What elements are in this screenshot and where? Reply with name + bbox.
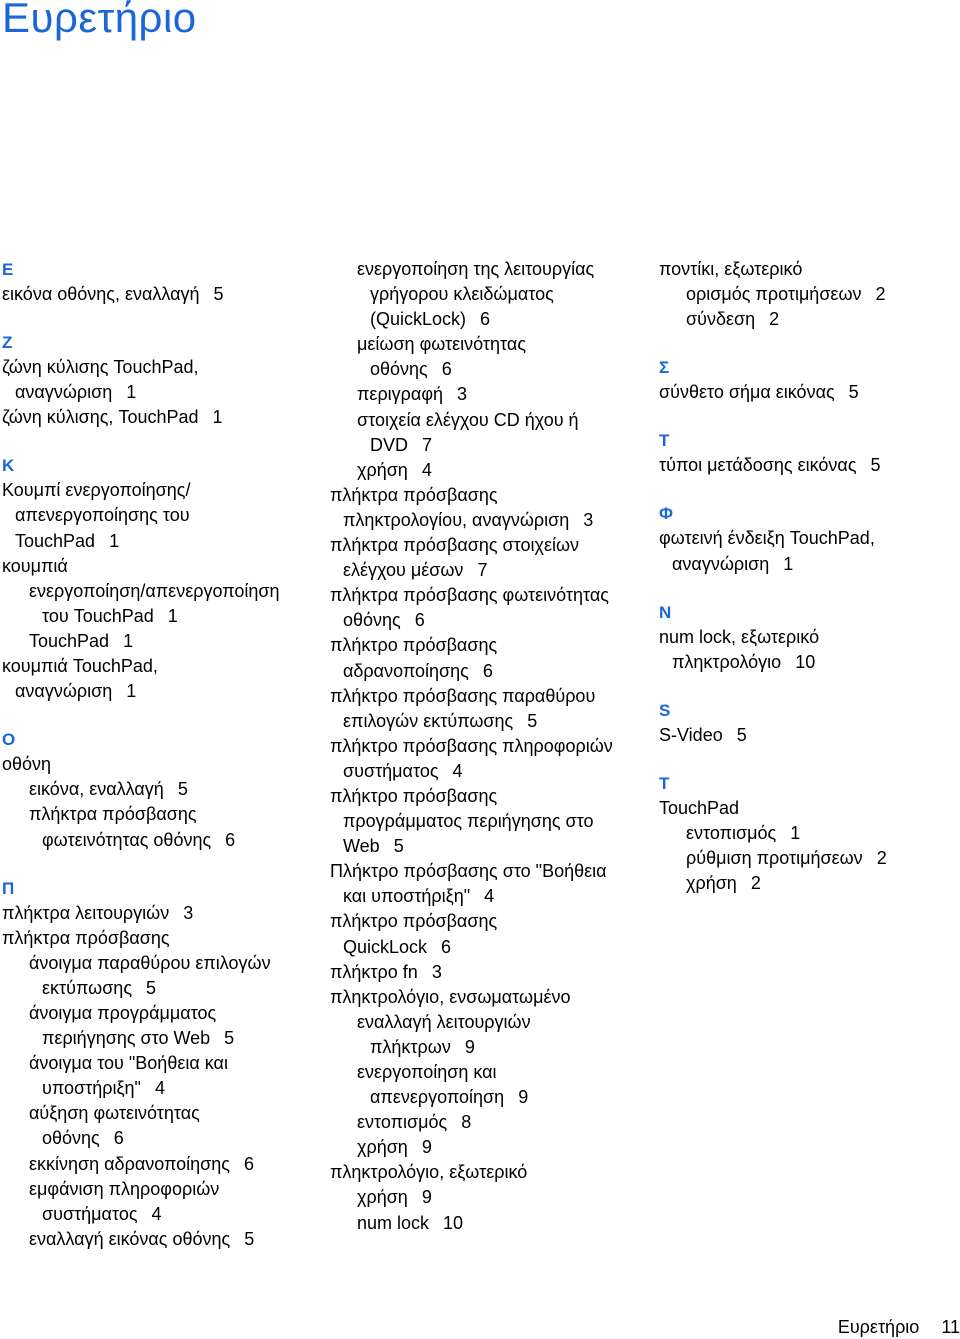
index-entry	[2, 1227, 317, 1252]
index-entry-text: TouchPad	[659, 797, 740, 818]
index-letter-heading: Z	[2, 333, 13, 353]
index-entry-text: χρήση	[357, 1137, 408, 1158]
index-entry	[2, 1076, 317, 1101]
index-page-number: 10	[443, 1212, 464, 1233]
index-entry-text: χρήση	[686, 873, 737, 894]
index-entry-text: ελέγχου μέσων	[343, 560, 464, 581]
index-entry-text: αδρανοποίησης	[343, 660, 469, 681]
index-entry	[659, 796, 959, 821]
index-entry	[659, 380, 959, 405]
index-entry-text: Web	[343, 836, 380, 857]
index-entry-text: DVD	[370, 434, 409, 455]
index-entry	[330, 834, 650, 859]
index-letter-heading: T	[659, 773, 670, 793]
index-entry-text: πλήκτρων	[370, 1036, 451, 1057]
index-entry	[659, 650, 959, 675]
index-entry-text: οθόνη	[2, 754, 52, 775]
index-entry	[330, 1135, 650, 1160]
index-entry-text: περιήγησης στο Web	[42, 1028, 211, 1049]
index-entry-text: ορισμός προτιμήσεων	[686, 284, 862, 305]
page-number: 11	[941, 1317, 960, 1337]
index-entry	[2, 529, 317, 554]
index-entry	[330, 608, 650, 633]
index-page-number: 2	[875, 284, 886, 305]
index-entry	[2, 1152, 317, 1177]
index-entry	[330, 583, 650, 608]
index-entry	[2, 777, 317, 802]
index-page-number: 1	[212, 407, 223, 428]
index-entry	[2, 282, 317, 307]
index-entry-text: TouchPad	[29, 630, 110, 651]
index-entry	[659, 282, 959, 307]
index-page-number: 2	[769, 309, 780, 330]
index-entry	[330, 935, 650, 960]
index-entry-text: πλήκτρα πρόσβασης	[2, 927, 170, 948]
index-entry-text: οθόνης	[370, 359, 428, 380]
index-page-number: 4	[421, 459, 432, 480]
index-entry	[330, 1185, 650, 1210]
index-page-number: 1	[123, 630, 134, 651]
index-entry	[330, 1085, 650, 1110]
index-entry-text: Πλήκτρο πρόσβασης στο "Βοήθεια	[330, 861, 607, 882]
index-entry	[659, 257, 959, 282]
index-entry-text: πλήκτρο πρόσβασης	[330, 911, 498, 932]
index-page-number: 1	[783, 553, 794, 574]
index-entry	[659, 846, 959, 871]
index-page-number: 6	[243, 1153, 254, 1174]
index-entry-text: εντοπισμός	[686, 823, 777, 844]
index-entry-text: εντοπισμός	[357, 1112, 448, 1133]
index-entry	[330, 709, 650, 734]
index-page-number: 6	[441, 936, 452, 957]
index-page-number: 2	[876, 848, 887, 869]
page-footer	[660, 1315, 960, 1339]
index-entry	[330, 684, 650, 709]
index-page-number: 3	[431, 961, 442, 982]
index-page-number: 10	[795, 651, 816, 672]
index-letter-heading: O	[2, 730, 16, 750]
index-entry	[2, 679, 317, 704]
index-entry	[659, 453, 959, 478]
index-entry-text: απενεργοποίησης του	[15, 505, 190, 526]
index-entry-text: S-Video	[659, 724, 723, 745]
index-page-number: 5	[527, 710, 538, 731]
index-entry	[330, 1160, 650, 1185]
index-entry-text: πληκτρολογίου, αναγνώριση	[343, 509, 570, 530]
index-entry-text: γρήγορου κλειδώματος	[370, 284, 554, 305]
index-entry-text: num lock, εξωτερικό	[659, 626, 820, 647]
index-entry-text: αύξηση φωτεινότητας	[29, 1103, 200, 1124]
index-entry	[330, 759, 650, 784]
index-entry-text: ενεργοποίηση/απενεργοποίηση	[29, 580, 280, 601]
index-page-number: 5	[146, 977, 157, 998]
index-page-number: 9	[421, 1137, 432, 1158]
index-entry	[330, 357, 650, 382]
index-letter-heading: Σ	[659, 358, 670, 378]
index-page-number: 5	[177, 779, 188, 800]
index-entry-text: άνοιγμα προγράμματος	[29, 1002, 217, 1023]
index-entry	[2, 355, 317, 380]
index-entry	[2, 951, 317, 976]
index-entry	[659, 871, 959, 896]
index-entry	[2, 478, 317, 503]
index-entry-text: απενεργοποίηση	[370, 1087, 505, 1108]
index-entry-text: πληκτρολόγιο	[672, 651, 782, 672]
index-entry	[2, 752, 317, 777]
index-entry	[2, 802, 317, 827]
index-entry	[2, 1051, 317, 1076]
index-entry-text: χρήση	[357, 1187, 408, 1208]
index-letter-heading: K	[2, 456, 15, 476]
index-column-1	[2, 257, 317, 1252]
index-entry-text: προγράμματος περιήγησης στο	[343, 811, 594, 832]
index-entry	[330, 483, 650, 508]
index-entry-text: μείωση φωτεινότητας	[357, 334, 526, 355]
index-entry-text: TouchPad	[15, 530, 96, 551]
index-page-number: 5	[213, 284, 224, 304]
index-page-number: 8	[461, 1112, 472, 1133]
index-entry	[330, 533, 650, 558]
index-entry-text: εκτύπωσης	[42, 977, 132, 998]
index-entry-text: φωτεινότητας οθόνης	[42, 829, 212, 850]
index-entry	[2, 1001, 317, 1026]
index-entry	[659, 526, 959, 551]
index-page-number: 1	[167, 605, 178, 626]
index-entry-text: ποντίκι, εξωτερικό	[659, 259, 803, 279]
index-letter-heading: E	[2, 260, 14, 279]
index-page-number: 1	[126, 382, 137, 403]
index-column-3	[659, 257, 959, 896]
index-entry	[2, 579, 317, 604]
index-entry-text: ρύθμιση προτιμήσεων	[686, 848, 863, 869]
index-entry	[2, 1026, 317, 1051]
index-entry-text: σύνδεση	[686, 309, 756, 330]
index-page-number: 1	[126, 681, 137, 702]
index-entry-text: πληκτρολόγιο, ενσωματωμένο	[330, 986, 571, 1007]
index-entry-text: πλήκτρα πρόσβασης στοιχείων	[330, 535, 580, 556]
index-entry-text: αναγνώριση	[672, 553, 770, 574]
index-entry-text: πλήκτρα πρόσβασης φωτεινότητας	[330, 585, 609, 606]
index-page-number: 6	[225, 829, 236, 850]
index-page-number: 6	[480, 309, 491, 330]
index-page-number: 2	[750, 873, 761, 894]
index-entry	[330, 1060, 650, 1085]
index-entry-text: ενεργοποίηση της λειτουργίας	[357, 259, 595, 279]
index-entry	[2, 405, 317, 430]
index-entry	[330, 382, 650, 407]
index-page-number: 5	[736, 724, 747, 745]
index-column-2	[330, 257, 650, 1236]
index-entry	[2, 629, 317, 654]
index-entry	[330, 558, 650, 583]
index-entry	[330, 1110, 650, 1135]
index-entry-text: τύποι μετάδοσης εικόνας	[659, 455, 857, 476]
index-entry	[330, 307, 650, 332]
index-page-number: 9	[518, 1087, 529, 1108]
index-entry	[330, 1035, 650, 1060]
index-entry	[330, 809, 650, 834]
index-entry-text: του TouchPad	[42, 605, 154, 626]
index-entry	[2, 380, 317, 405]
index-letter-heading: Φ	[659, 504, 673, 524]
index-entry-text: πλήκτρα πρόσβασης	[330, 484, 498, 505]
index-entry	[2, 503, 317, 528]
index-entry-text: οθόνης	[343, 610, 401, 631]
index-entry	[330, 458, 650, 483]
index-entry-text: εικόνα οθόνης, εναλλαγή	[2, 284, 200, 304]
index-entry	[330, 508, 650, 533]
index-page-number: 7	[422, 434, 433, 455]
index-entry	[330, 282, 650, 307]
index-entry-text: εναλλαγή λειτουργιών	[357, 1011, 531, 1032]
index-entry	[330, 433, 650, 458]
index-entry-text: επιλογών εκτύπωσης	[343, 710, 514, 731]
index-entry-text: ζώνη κύλισης, TouchPad	[2, 407, 199, 428]
index-entry	[2, 1126, 317, 1151]
index-page-number: 6	[441, 359, 452, 380]
index-letter-heading: N	[659, 602, 672, 622]
index-entry-text: και υποστήριξη"	[343, 886, 471, 907]
index-entry	[330, 408, 650, 433]
index-page-number: 9	[464, 1036, 475, 1057]
index-entry-text: συστήματος	[343, 760, 439, 781]
index-page-number: 3	[457, 384, 468, 405]
index-entry-text: περιγραφή	[357, 384, 444, 405]
index-entry-text: άνοιγμα του "Βοήθεια και	[29, 1053, 228, 1074]
index-entry	[2, 554, 317, 579]
index-page-number: 1	[109, 530, 120, 551]
index-entry	[330, 884, 650, 909]
index-page-number: 3	[183, 902, 194, 923]
index-page-number: 1	[790, 823, 801, 844]
index-entry	[659, 307, 959, 332]
index-entry-text: άνοιγμα παραθύρου επιλογών	[29, 952, 271, 973]
index-page-number: 6	[113, 1128, 124, 1149]
page-title: Ευρετήριο	[2, 0, 197, 41]
index-entry	[330, 659, 650, 684]
index-page-number: 7	[477, 560, 488, 581]
index-entry-text: πλήκτρα λειτουργιών	[2, 902, 170, 923]
index-entry-text: εμφάνιση πληροφοριών	[29, 1178, 220, 1199]
index-entry-text: κουμπιά	[2, 555, 68, 576]
index-entry-text: εκκίνηση αδρανοποίησης	[29, 1153, 230, 1174]
index-entry-text: Κουμπί ενεργοποίησης/	[2, 480, 191, 501]
index-letter-heading: S	[659, 700, 671, 720]
index-entry-text: υποστήριξη"	[42, 1078, 141, 1099]
index-entry	[330, 1010, 650, 1035]
index-page-number: 4	[484, 886, 495, 907]
index-entry	[330, 633, 650, 658]
index-entry	[659, 821, 959, 846]
index-page-number: 4	[452, 760, 463, 781]
index-page-number: 4	[151, 1203, 162, 1224]
index-letter-heading: Π	[2, 878, 15, 898]
index-entry-text: συστήματος	[42, 1203, 138, 1224]
index-entry-text: ενεργοποίηση και	[357, 1062, 497, 1082]
index-entry	[330, 859, 650, 884]
index-entry	[330, 734, 650, 759]
index-letter-heading: T	[659, 431, 670, 451]
index-entry	[2, 1202, 317, 1227]
index-entry-text: εναλλαγή εικόνας οθόνης	[29, 1228, 231, 1249]
index-page-number: 5	[224, 1028, 235, 1049]
index-page-number: 3	[583, 509, 594, 530]
footer-label: Ευρετήριο	[837, 1317, 920, 1337]
index-page-number: 6	[414, 610, 425, 631]
index-page-number: 4	[154, 1078, 165, 1099]
index-entry-text: σύνθετο σήμα εικόνας	[659, 382, 835, 403]
index-entry-text: κουμπιά TouchPad,	[2, 656, 158, 677]
index-entry-text: ζώνη κύλισης TouchPad,	[2, 357, 199, 378]
index-entry	[330, 909, 650, 934]
index-entry	[2, 654, 317, 679]
index-entry-text: πλήκτρο fn	[330, 961, 418, 982]
index-entry-text: num lock	[357, 1212, 430, 1233]
index-entry	[330, 960, 650, 985]
index-entry-text: πλήκτρο πρόσβασης πληροφοριών	[330, 735, 613, 756]
index-entry	[2, 1177, 317, 1202]
index-entry-text: χρήση	[357, 459, 408, 480]
index-entry	[330, 1211, 650, 1236]
index-entry-text: αναγνώριση	[15, 382, 113, 403]
index-page-number: 5	[870, 455, 881, 476]
index-page-number: 9	[421, 1187, 432, 1208]
index-entry	[2, 901, 317, 926]
index-entry	[330, 332, 650, 357]
index-entry-text: πλήκτρα πρόσβασης	[29, 804, 197, 825]
index-entry-text: αναγνώριση	[15, 681, 113, 702]
index-page-number: 5	[244, 1228, 255, 1249]
index-entry	[659, 552, 959, 577]
index-entry	[2, 1101, 317, 1126]
index-entry	[2, 926, 317, 951]
index-entry	[330, 985, 650, 1010]
index-page-number: 6	[482, 660, 493, 681]
index-entry	[659, 723, 959, 748]
index-entry-text: πλήκτρο πρόσβασης	[330, 785, 498, 806]
index-entry	[2, 604, 317, 629]
index-entry-text: οθόνης	[42, 1128, 100, 1149]
index-entry	[2, 828, 317, 853]
index-entry-text: πλήκτρο πρόσβασης παραθύρου	[330, 685, 596, 706]
index-entry-text: πλήκτρο πρόσβασης	[330, 635, 498, 656]
index-entry	[2, 976, 317, 1001]
index-entry-text: πληκτρολόγιο, εξωτερικό	[330, 1162, 528, 1183]
index-entry	[330, 784, 650, 809]
index-entry-text: στοιχεία ελέγχου CD ήχου ή	[357, 409, 579, 430]
index-entry	[659, 625, 959, 650]
index-page-number: 5	[393, 836, 404, 857]
index-entry-text: QuickLock	[343, 936, 428, 957]
index-entry-text: φωτεινή ένδειξη TouchPad,	[659, 528, 875, 549]
index-page-number: 5	[848, 382, 859, 403]
index-entry	[330, 257, 650, 282]
index-entry-text: εικόνα, εναλλαγή	[29, 779, 164, 800]
index-entry-text: (QuickLock)	[370, 309, 467, 330]
